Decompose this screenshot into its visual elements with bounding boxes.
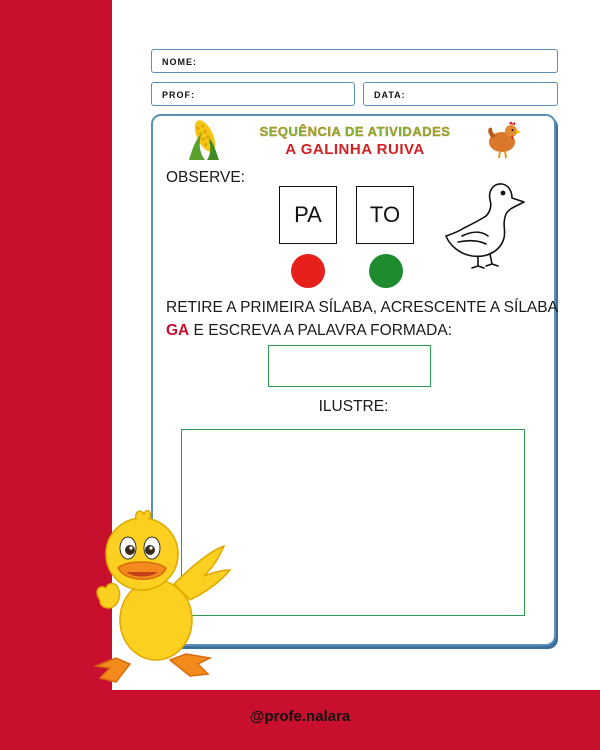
name-label: NOME:: [162, 57, 197, 67]
prof-label: PROF:: [162, 90, 195, 100]
duck-mascot-illustration: [86, 508, 236, 692]
author-handle[interactable]: @profe.nalara: [249, 708, 351, 725]
green-dot: [369, 254, 403, 288]
duck-outline-illustration: [442, 180, 528, 272]
illustrate-label: ILUSTRE:: [318, 398, 389, 415]
answer-box[interactable]: [268, 345, 431, 387]
syllable-box-1: PA: [279, 186, 337, 244]
red-dot: [291, 254, 325, 288]
instruction-line2-text: E ESCREVA A PALAVRA FORMADA:: [189, 322, 452, 339]
title-line1: SEQUÊNCIA DE ATIVIDADES: [259, 124, 451, 139]
date-label: DATA:: [374, 90, 406, 100]
observe-label: OBSERVE:: [166, 169, 245, 186]
title-line2: A GALINHA RUIVA: [285, 141, 425, 158]
syllable-box-2: TO: [356, 186, 414, 244]
date-field[interactable]: [363, 82, 558, 106]
hen-icon: [484, 118, 522, 160]
syllable-highlight: GA: [166, 322, 190, 339]
name-field[interactable]: [151, 49, 558, 73]
instruction-line1: RETIRE A PRIMEIRA SÍLABA, ACRESCENTE A SÍLABA: [166, 299, 558, 316]
instruction-line2: [166, 322, 452, 340]
prof-field[interactable]: [151, 82, 355, 106]
